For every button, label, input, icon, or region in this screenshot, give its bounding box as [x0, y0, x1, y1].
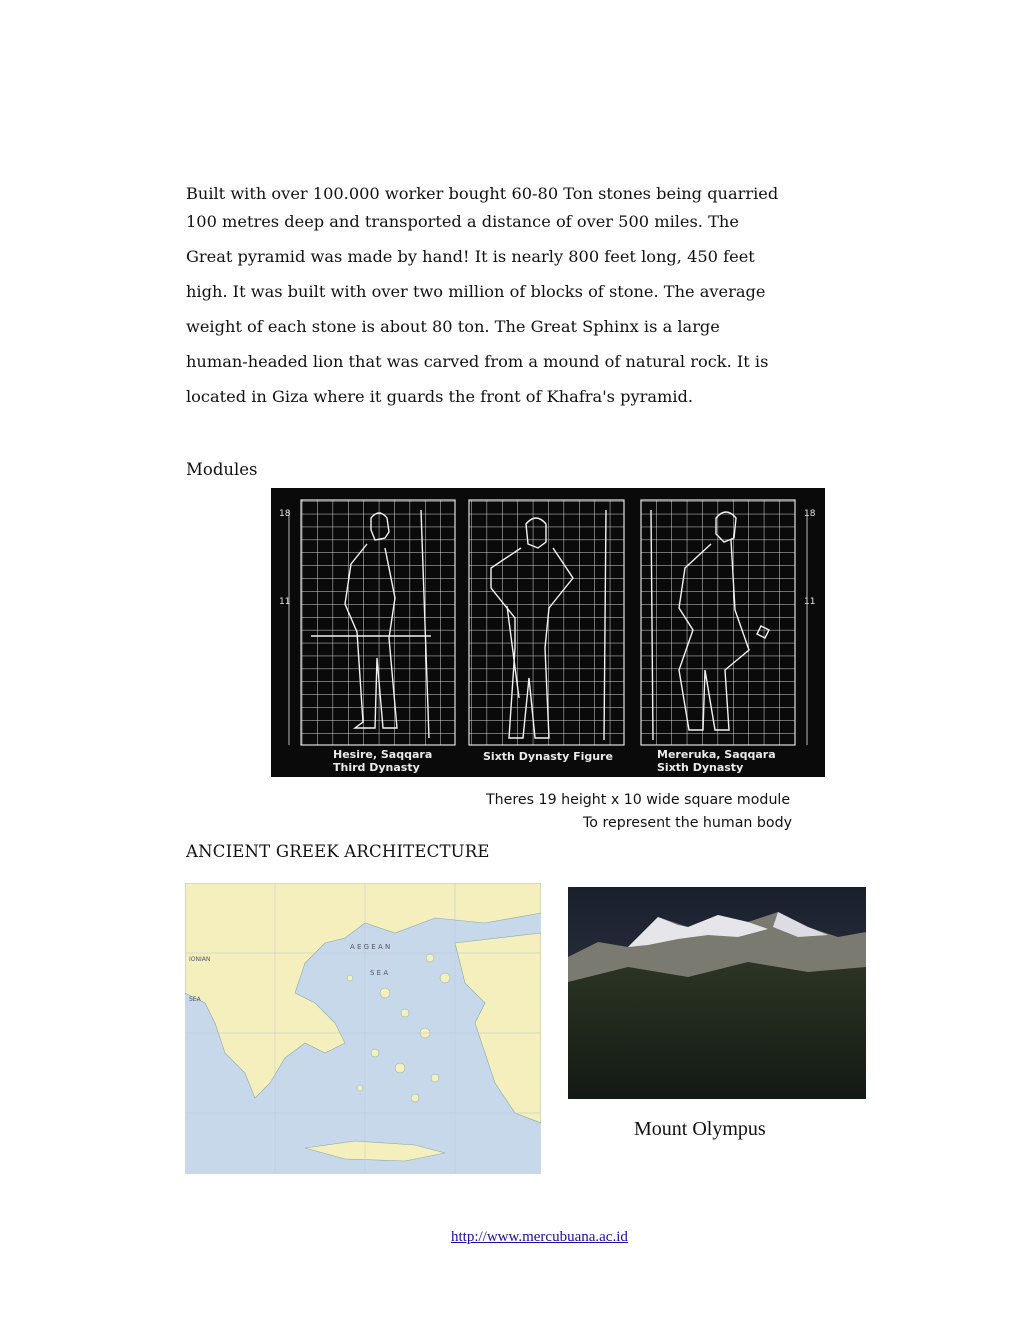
footer-website-link[interactable]: http://www.mercubuana.ac.id [451, 1229, 628, 1245]
paragraph-line: high. It was built with over two million of blocks of stone. The average [186, 282, 766, 301]
panel1-label-line2: Third Dynasty [333, 761, 420, 774]
panel3-label-line1: Mereruka, Saqqara [657, 748, 776, 761]
greek-architecture-heading: ANCIENT GREEK ARCHITECTURE [186, 842, 490, 861]
scale-11-right: 11 [804, 597, 816, 607]
panel1-label-line1: Hesire, Saqqara [333, 748, 433, 761]
map-label-ionian: IONIAN [189, 956, 211, 963]
map-label-aegean: A E G E A N [350, 943, 391, 951]
mount-olympus-caption: Mount Olympus [634, 1118, 766, 1140]
grid-figure-illustration [271, 488, 825, 777]
scale-11-left: 11 [279, 597, 291, 607]
egyptian-grid-figure [271, 488, 825, 777]
mountain-image [568, 887, 866, 1099]
grid-panel-1 [301, 500, 455, 745]
map-label-sea-small: SEA [189, 996, 201, 1003]
panel2-label: Sixth Dynasty Figure [483, 750, 613, 763]
map-label-sea: S E A [370, 969, 389, 977]
mount-olympus-photo [568, 887, 866, 1099]
modules-heading: Modules [186, 460, 258, 479]
paragraph-line: Built with over 100.000 worker bought 60-80 Ton stones being quarried [186, 184, 779, 203]
scale-18-right: 18 [804, 509, 816, 519]
figure-caption-line2: To represent the human body [583, 815, 793, 831]
greece-map [185, 883, 541, 1174]
paragraph-line: weight of each stone is about 80 ton. The Great Sphinx is a large [186, 317, 720, 336]
greece-map-image [185, 883, 541, 1174]
paragraph-line: 100 metres deep and transported a distance of over 500 miles. The [186, 212, 739, 231]
figure-caption-line1: Theres 19 height x 10 wide square module [486, 792, 791, 808]
paragraph-line: human-headed lion that was carved from a mound of natural rock. It is [186, 352, 769, 371]
paragraph-line: Great pyramid was made by hand! It is nearly 800 feet long, 450 feet [186, 247, 755, 266]
paragraph-line: located in Giza where it guards the front of Khafra's pyramid. [186, 387, 694, 406]
scale-18-left: 18 [279, 509, 291, 519]
body-paragraph [186, 180, 806, 418]
panel3-label-line2: Sixth Dynasty [657, 761, 744, 774]
